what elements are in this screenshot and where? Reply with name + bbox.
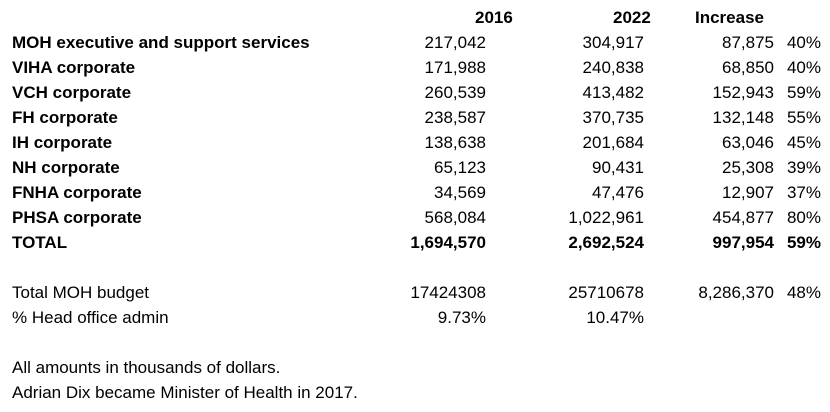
admin-2016: 9.73% — [437, 308, 486, 327]
value-increase: 12,907 — [722, 183, 774, 202]
footnote: All amounts in thousands of dollars. — [12, 358, 281, 377]
value-percent: 40% — [786, 58, 821, 77]
value-increase: 63,046 — [722, 133, 774, 152]
header-2016: 2016 — [475, 8, 513, 27]
row-label: PHSA corporate — [12, 208, 142, 227]
value-2022: 240,838 — [582, 58, 644, 77]
header-increase: Increase — [695, 8, 764, 27]
row-label: IH corporate — [12, 133, 113, 152]
total-2016: 1,694,570 — [410, 233, 486, 252]
spreadsheet-table — [12, 5, 824, 405]
value-increase: 152,943 — [712, 83, 774, 102]
total-row — [12, 230, 824, 255]
row-label: MOH executive and support services — [12, 33, 310, 52]
table-row — [12, 55, 824, 80]
budget-row — [12, 280, 824, 305]
row-label: VCH corporate — [12, 83, 132, 102]
total-2022: 2,692,524 — [568, 233, 644, 252]
header-2022: 2022 — [613, 8, 651, 27]
table-row — [12, 105, 824, 130]
value-percent: 59% — [786, 83, 821, 102]
value-increase: 454,877 — [712, 208, 774, 227]
value-increase: 87,875 — [722, 33, 774, 52]
table-row — [12, 205, 824, 230]
spacer — [12, 255, 824, 280]
total-increase: 997,954 — [712, 233, 774, 252]
budget-label: Total MOH budget — [12, 283, 150, 302]
value-2022: 201,684 — [582, 133, 644, 152]
value-percent: 55% — [786, 108, 821, 127]
value-increase: 132,148 — [712, 108, 774, 127]
value-2016: 138,638 — [424, 133, 486, 152]
row-label: FH corporate — [12, 108, 118, 127]
table-row — [12, 180, 824, 205]
value-2016: 260,539 — [424, 83, 486, 102]
table-row — [12, 130, 824, 155]
value-percent: 39% — [786, 158, 821, 177]
table-row — [12, 30, 824, 55]
budget-2016: 17424308 — [410, 283, 486, 302]
spacer — [12, 330, 824, 355]
row-label: NH corporate — [12, 158, 120, 177]
header-row — [12, 5, 824, 30]
value-2022: 1,022,961 — [568, 208, 644, 227]
table-row — [12, 80, 824, 105]
value-percent: 80% — [786, 208, 821, 227]
value-2016: 65,123 — [434, 158, 486, 177]
value-2016: 568,084 — [424, 208, 486, 227]
total-label: TOTAL — [12, 233, 68, 252]
value-2022: 370,735 — [582, 108, 644, 127]
value-2016: 238,587 — [424, 108, 486, 127]
admin-row — [12, 305, 824, 330]
value-2022: 413,482 — [582, 83, 644, 102]
budget-2022: 25710678 — [568, 283, 644, 302]
row-label: VIHA corporate — [12, 58, 136, 77]
value-percent: 37% — [786, 183, 821, 202]
admin-2022: 10.47% — [586, 308, 644, 327]
value-increase: 25,308 — [722, 158, 774, 177]
table-row — [12, 155, 824, 180]
value-2016: 171,988 — [424, 58, 486, 77]
value-2022: 90,431 — [592, 158, 644, 177]
budget-increase: 8,286,370 — [698, 283, 774, 302]
total-percent: 59% — [786, 233, 821, 252]
value-increase: 68,850 — [722, 58, 774, 77]
value-2016: 217,042 — [424, 33, 486, 52]
value-2022: 304,917 — [582, 33, 644, 52]
value-percent: 45% — [786, 133, 821, 152]
budget-percent: 48% — [786, 283, 821, 302]
value-percent: 40% — [786, 33, 821, 52]
admin-label: % Head office admin — [12, 308, 169, 327]
value-2022: 47,476 — [592, 183, 644, 202]
value-2016: 34,569 — [434, 183, 486, 202]
row-label: FNHA corporate — [12, 183, 142, 202]
footnote: Adrian Dix became Minister of Health in 2017. — [12, 383, 358, 402]
